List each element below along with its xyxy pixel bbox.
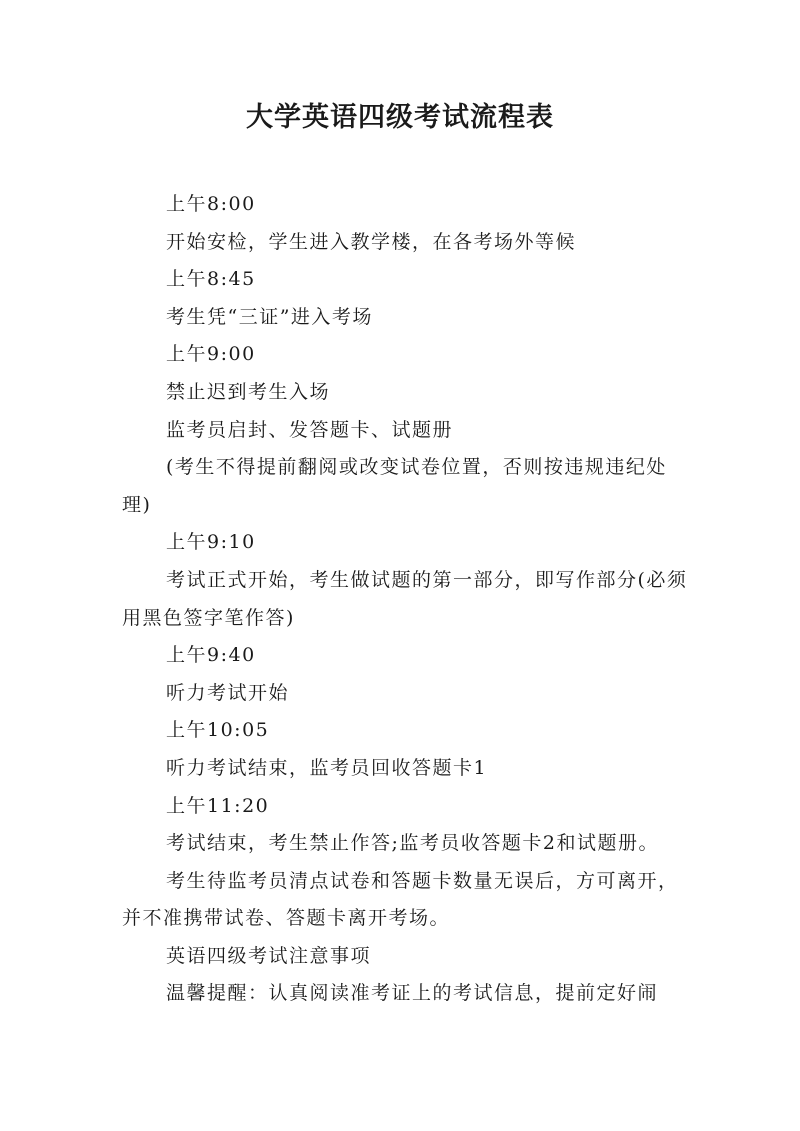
time-8-00: 上午8:00 <box>166 193 256 215</box>
section-heading-notes: 英语四级考试注意事项 <box>166 944 372 967</box>
document-title: 大学英语四级考试流程表 <box>246 102 554 133</box>
paragraph-enter-room: 考生凭“三证”进入考场 <box>166 305 373 328</box>
paragraph-listening-end: 听力考试结束，监考员回收答题卡1 <box>166 756 488 779</box>
time-9-00: 上午9:00 <box>166 343 256 366</box>
paragraph-listening-start: 听力考试开始 <box>166 681 290 704</box>
time-10-05: 上午10:05 <box>166 719 270 742</box>
paragraph-no-late-entry: 禁止迟到考生入场 <box>166 380 331 403</box>
paragraph-writing-section: 考试正式开始，考生做试题的第一部分，即写作部分(必须用黑色签字笔作答) <box>122 568 688 629</box>
paragraph-reminder: 温馨提醒：认真阅读准考证上的考试信息，提前定好闹 <box>166 982 659 1005</box>
time-11-20: 上午11:20 <box>166 794 270 817</box>
document-body <box>122 186 692 1013</box>
paragraph-security-check: 开始安检，学生进入教学楼，在各考场外等候 <box>166 230 577 253</box>
paragraph-no-early-reading: (考生不得提前翻阅或改变试卷位置，否则按违规违纪处理) <box>122 456 667 516</box>
time-8-45: 上午8:45 <box>166 268 256 291</box>
paragraph-leave-room: 考生待监考员清点试卷和答题卡数量无误后，方可离开，并不准携带试卷、答题卡离开考场。 <box>122 869 679 930</box>
paragraph-exam-end: 考试结束，考生禁止作答;监考员收答题卡2和试题册。 <box>166 832 659 855</box>
time-9-40: 上午9:40 <box>166 644 256 667</box>
time-9-10: 上午9:10 <box>166 531 256 554</box>
paragraph-distribute-papers: 监考员启封、发答题卡、试题册 <box>166 418 454 441</box>
